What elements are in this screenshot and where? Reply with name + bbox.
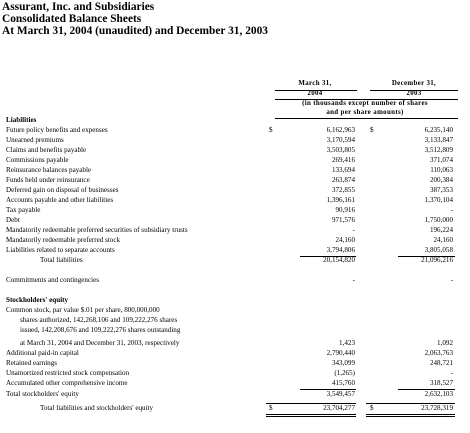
row-label: Claims and benefits payable [6, 146, 87, 154]
statement-header [2, 1, 268, 38]
value-march-2004: 133,694 [331, 166, 355, 174]
table-row [0, 349, 470, 359]
double-rule-col1-a [266, 414, 356, 415]
value-dec-2003: - [450, 276, 453, 284]
row-label: Retained earnings [6, 359, 58, 367]
value-dec-2003: - [450, 206, 453, 214]
table-row [0, 359, 470, 369]
row-label: Unearned premiums [6, 136, 64, 144]
value-dec-2003: 23,728,319 [421, 404, 453, 412]
value-dec-2003: 110,063 [430, 166, 453, 174]
value-march-2004: - [352, 276, 355, 284]
row-label: Common stock, par value $.01 per share, 800,000,000 [6, 306, 160, 314]
units-line1: (in thousands except number of shares [302, 100, 428, 107]
row-label: Commissions payable [6, 156, 69, 164]
value-march-2004: 3,503,805 [326, 146, 355, 154]
value-march-2004: 3,549,457 [326, 390, 355, 398]
value-march-2004: 6,162,963 [326, 126, 355, 134]
row-label: Total liabilities [40, 256, 83, 264]
table-row [0, 379, 470, 389]
table-row [0, 126, 470, 136]
table-row [0, 146, 470, 156]
value-dec-2003: 1,370,104 [424, 196, 453, 204]
col1-heading-line2: 2004 [307, 90, 323, 97]
value-dec-2003: - [450, 369, 453, 377]
table-row [0, 236, 470, 246]
section-label: Liabilities [6, 116, 37, 124]
value-dec-2003: 24,160 [433, 236, 453, 244]
value-dec-2003: 248,721 [429, 359, 453, 367]
value-march-2004: (1,265) [334, 369, 355, 377]
dollar-sign: $ [370, 404, 374, 412]
row-label: Mandatorily redeemable preferred stock [6, 236, 121, 244]
row-label: Liabilities related to separate accounts [6, 246, 115, 254]
row-label: Additional paid-in capital [6, 349, 79, 357]
value-march-2004: 23,704,277 [323, 404, 355, 412]
row-label: Funds held under reinsurance [6, 176, 90, 184]
row-label: Debt [6, 216, 20, 224]
table-row [0, 186, 470, 196]
table-row [0, 226, 470, 236]
value-march-2004: 269,416 [331, 156, 355, 164]
row-total-liabilities [0, 256, 470, 266]
value-march-2004: 971,576 [331, 216, 355, 224]
row-label: Unamortized restricted stock compensation [6, 369, 130, 377]
value-march-2004: - [352, 226, 355, 234]
table-row [0, 196, 470, 206]
value-dec-2003: 1,750,000 [424, 216, 453, 224]
table-row [0, 136, 470, 146]
statement-period: At March 31, 2004 (unaudited) and December 31, 2003 [2, 25, 268, 38]
company-name: Assurant, Inc. and Subsidiaries [2, 1, 155, 13]
row-label: Future policy benefits and expenses [6, 126, 108, 134]
value-dec-2003: 6,235,140 [424, 126, 453, 134]
row-label: Commitments and contingencies [6, 276, 99, 284]
row-liabilities-heading [0, 116, 470, 126]
double-rule-col2-b [366, 416, 455, 417]
row-label: Total stockholders' equity [6, 390, 79, 398]
col2-heading-line1: December 31, [391, 80, 437, 87]
value-dec-2003: 387,353 [429, 186, 453, 194]
table-row [0, 206, 470, 216]
value-dec-2003: 1,092 [437, 339, 453, 347]
value-dec-2003: 3,512,809 [424, 146, 453, 154]
double-rule-col1-b [266, 416, 356, 417]
row-equity-heading [0, 296, 470, 306]
value-march-2004: 1,396,161 [326, 196, 355, 204]
col1-heading-line1: March 31, [298, 80, 332, 87]
value-march-2004: 372,855 [331, 186, 355, 194]
double-rule-col2-a [366, 414, 455, 415]
dollar-sign: $ [269, 404, 273, 412]
table-row [0, 316, 470, 326]
row-commitments [0, 276, 470, 286]
value-march-2004: 1,423 [339, 339, 355, 347]
row-label: at March 31, 2004 and December 31, 2003, respectively [20, 339, 180, 347]
value-dec-2003: 3,133,847 [424, 136, 453, 144]
value-dec-2003: 3,805,058 [424, 246, 453, 254]
value-march-2004: 3,794,806 [326, 246, 355, 254]
row-label: shares authorized, 142,268,106 and 109,222,276 shares [20, 316, 178, 324]
row-total-equity [0, 390, 470, 400]
value-dec-2003: 196,224 [429, 226, 453, 234]
row-label: Accumulated other comprehensive income [6, 379, 128, 387]
value-dec-2003: 318,527 [429, 379, 453, 387]
value-dec-2003: 2,063,763 [424, 349, 453, 357]
row-label: Total liabilities and stockholders' equity [40, 404, 154, 412]
table-row [0, 369, 470, 379]
row-label: Deferred gain on disposal of businesses [6, 186, 119, 194]
dollar-sign: $ [269, 126, 273, 134]
row-label: Mandatorily redeemable preferred securities of subsidiary trusts [6, 226, 188, 234]
table-row [0, 339, 470, 349]
value-dec-2003: 2,632,103 [424, 390, 453, 398]
value-dec-2003: 200,384 [429, 176, 453, 184]
value-dec-2003: 371,074 [429, 156, 453, 164]
value-march-2004: 3,170,594 [326, 136, 355, 144]
value-march-2004: 263,874 [331, 176, 355, 184]
value-march-2004: 2,790,440 [326, 349, 355, 357]
value-march-2004: 90,916 [335, 206, 355, 214]
value-march-2004: 415,760 [331, 379, 355, 387]
table-row [0, 156, 470, 166]
table-row [0, 216, 470, 226]
units-line2: and per share amounts) [326, 109, 404, 116]
section-label: Stockholders' equity [6, 296, 69, 304]
value-dec-2003: 21,096,216 [421, 256, 453, 264]
table-row [0, 176, 470, 186]
table-row [0, 326, 470, 336]
col2-heading-line2: 2003 [406, 90, 422, 97]
table-row [0, 246, 470, 256]
row-label: Accounts payable and other liabilities [6, 196, 114, 204]
row-label: Reinsurance balances payable [6, 166, 92, 174]
table-row [0, 306, 470, 316]
row-label: Tax payable [6, 206, 41, 214]
value-march-2004: 20,154,820 [323, 256, 355, 264]
value-march-2004: 24,160 [335, 236, 355, 244]
statement-title: Consolidated Balance Sheets [2, 13, 142, 26]
value-march-2004: 343,099 [331, 359, 355, 367]
table-row [0, 166, 470, 176]
row-label: issued, 142,208,676 and 109,222,276 shares outstanding [20, 326, 181, 334]
row-grand-total [0, 404, 470, 414]
dollar-sign: $ [370, 126, 374, 134]
